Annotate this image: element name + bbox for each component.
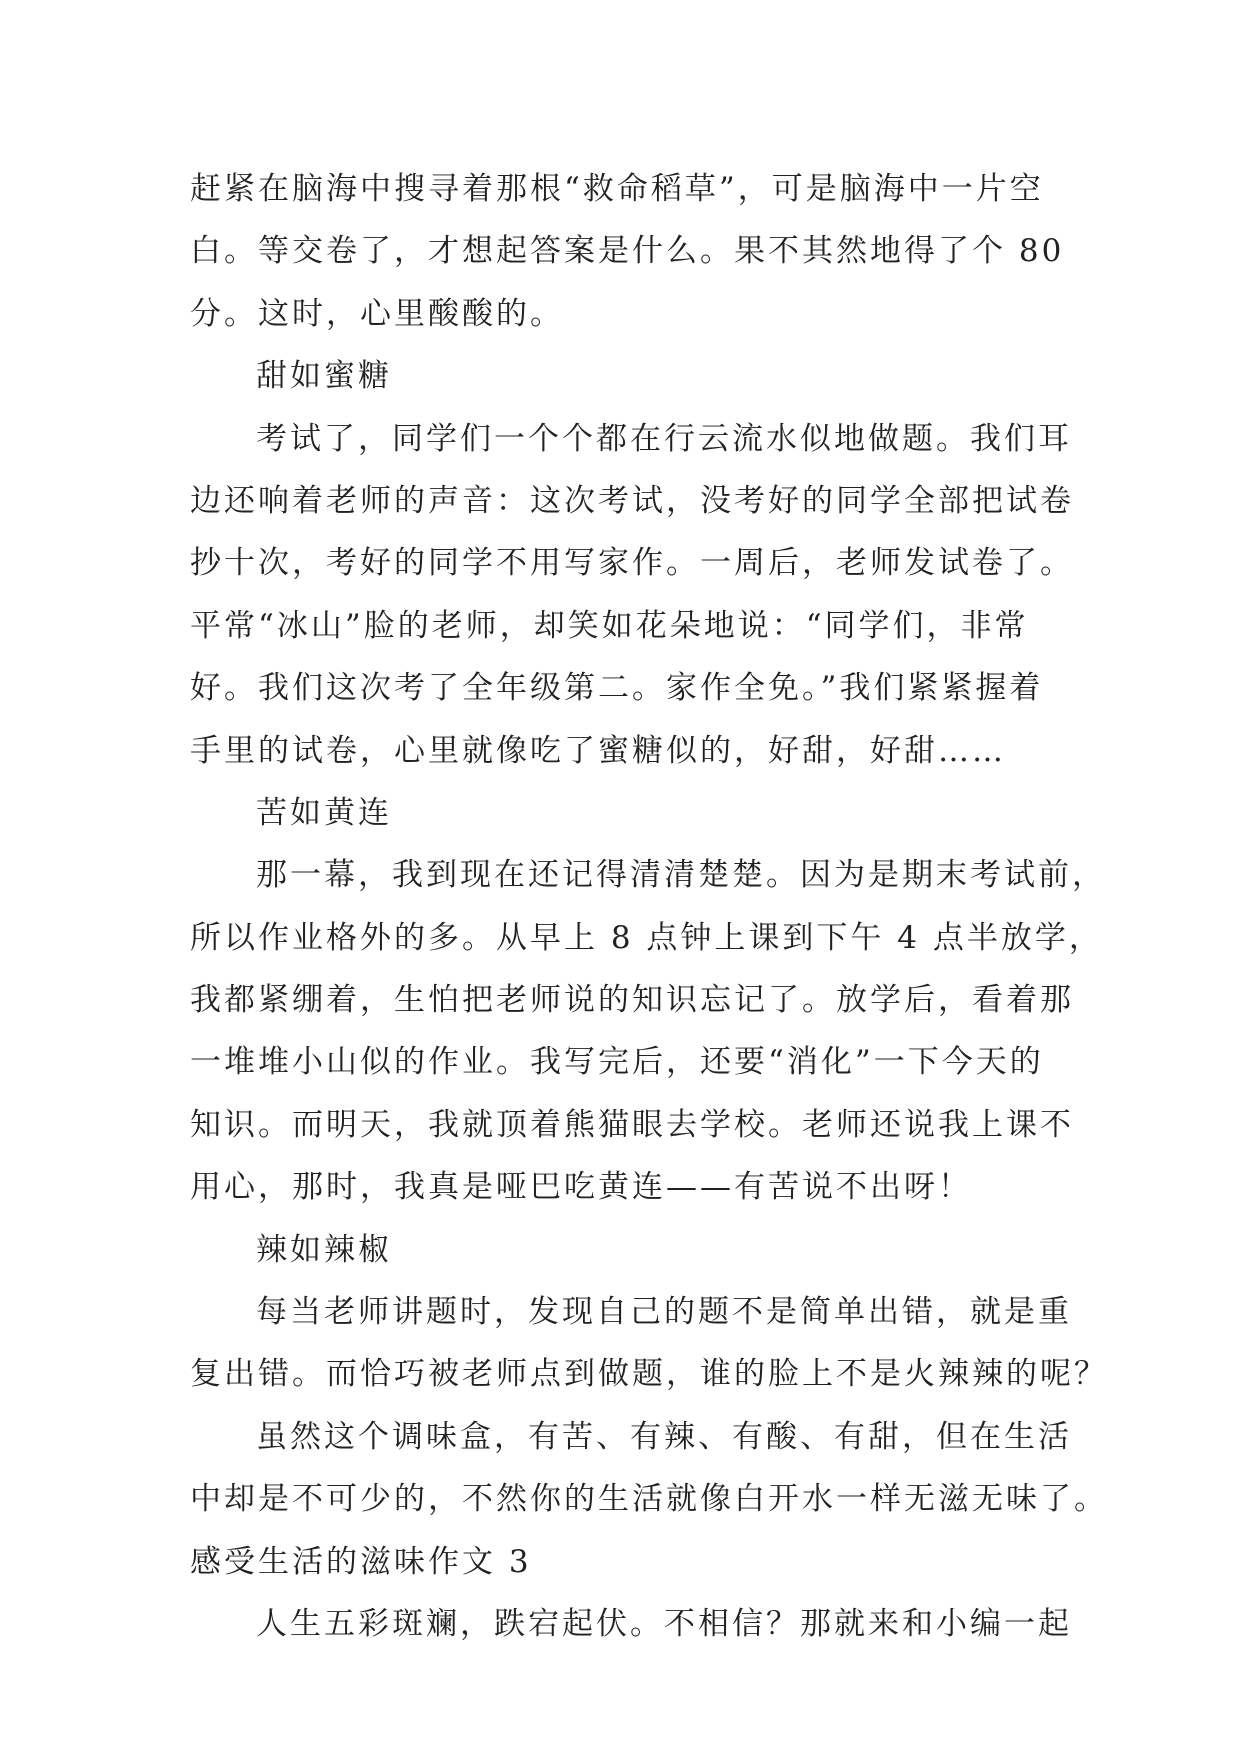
text-line: 边还响着老师的声音：这次考试，没考好的同学全部把试卷 — [190, 482, 1074, 519]
text-line: 虽然这个调味盒，有苦、有辣、有酸、有甜，但在生活 — [256, 1418, 1072, 1455]
text-line: 感受生活的滋味作文 3 — [190, 1543, 532, 1580]
text-line: 辣如辣椒 — [256, 1231, 392, 1268]
text-line: 手里的试卷，心里就像吃了蜜糖似的，好甜，好甜…… — [190, 732, 1006, 769]
text-line: 苦如黄连 — [256, 794, 392, 831]
document-body — [190, 158, 1108, 1655]
text-line: 知识。而明天，我就顶着熊猫眼去学校。老师还说我上课不 — [190, 1106, 1074, 1143]
text-line: 每当老师讲题时，发现自己的题不是简单出错，就是重 — [256, 1294, 1072, 1331]
text-line: 白。等交卷了，才想起答案是什么。果不其然地得了个 80 — [190, 233, 1065, 270]
text-line: 考试了，同学们一个个都在行云流水似地做题。我们耳 — [256, 420, 1072, 457]
text-line: 好。我们这次考了全年级第二。家作全免。”我们紧紧握着 — [190, 670, 1044, 707]
text-line: 赶紧在脑海中搜寻着那根“救命稻草”，可是脑海中一片空 — [190, 171, 1044, 207]
text-line: 复出错。而恰巧被老师点到做题，谁的脸上不是火辣辣的呢？ — [190, 1356, 1108, 1393]
text-line: 分。这时，心里酸酸的。 — [190, 295, 564, 332]
text-line: 抄十次，考好的同学不用写家作。一周后，老师发试卷了。 — [190, 545, 1074, 582]
text-line: 我都紧绷着，生怕把老师说的知识忘记了。放学后，看着那 — [190, 982, 1074, 1019]
text-line: 那一幕，我到现在还记得清清楚楚。因为是期末考试前， — [256, 857, 1106, 894]
text-line: 甜如蜜糖 — [256, 358, 392, 395]
text-line: 人生五彩斑斓，跌宕起伏。不相信？那就来和小编一起 — [256, 1605, 1072, 1642]
text-line: 所以作业格外的多。从早上 8 点钟上课到下午 4 点半放学， — [190, 919, 1103, 956]
text-line: 平常“冰山”脸的老师，却笑如花朵地说：“同学们，非常 — [190, 607, 1029, 644]
text-line: 用心，那时，我真是哑巴吃黄连——有苦说不出呀！ — [190, 1169, 972, 1206]
text-line: 一堆堆小山似的作业。我写完后，还要“消化”一下今天的 — [190, 1044, 1044, 1081]
text-line: 中却是不可少的，不然你的生活就像白开水一样无滋无味了。 — [190, 1481, 1108, 1518]
